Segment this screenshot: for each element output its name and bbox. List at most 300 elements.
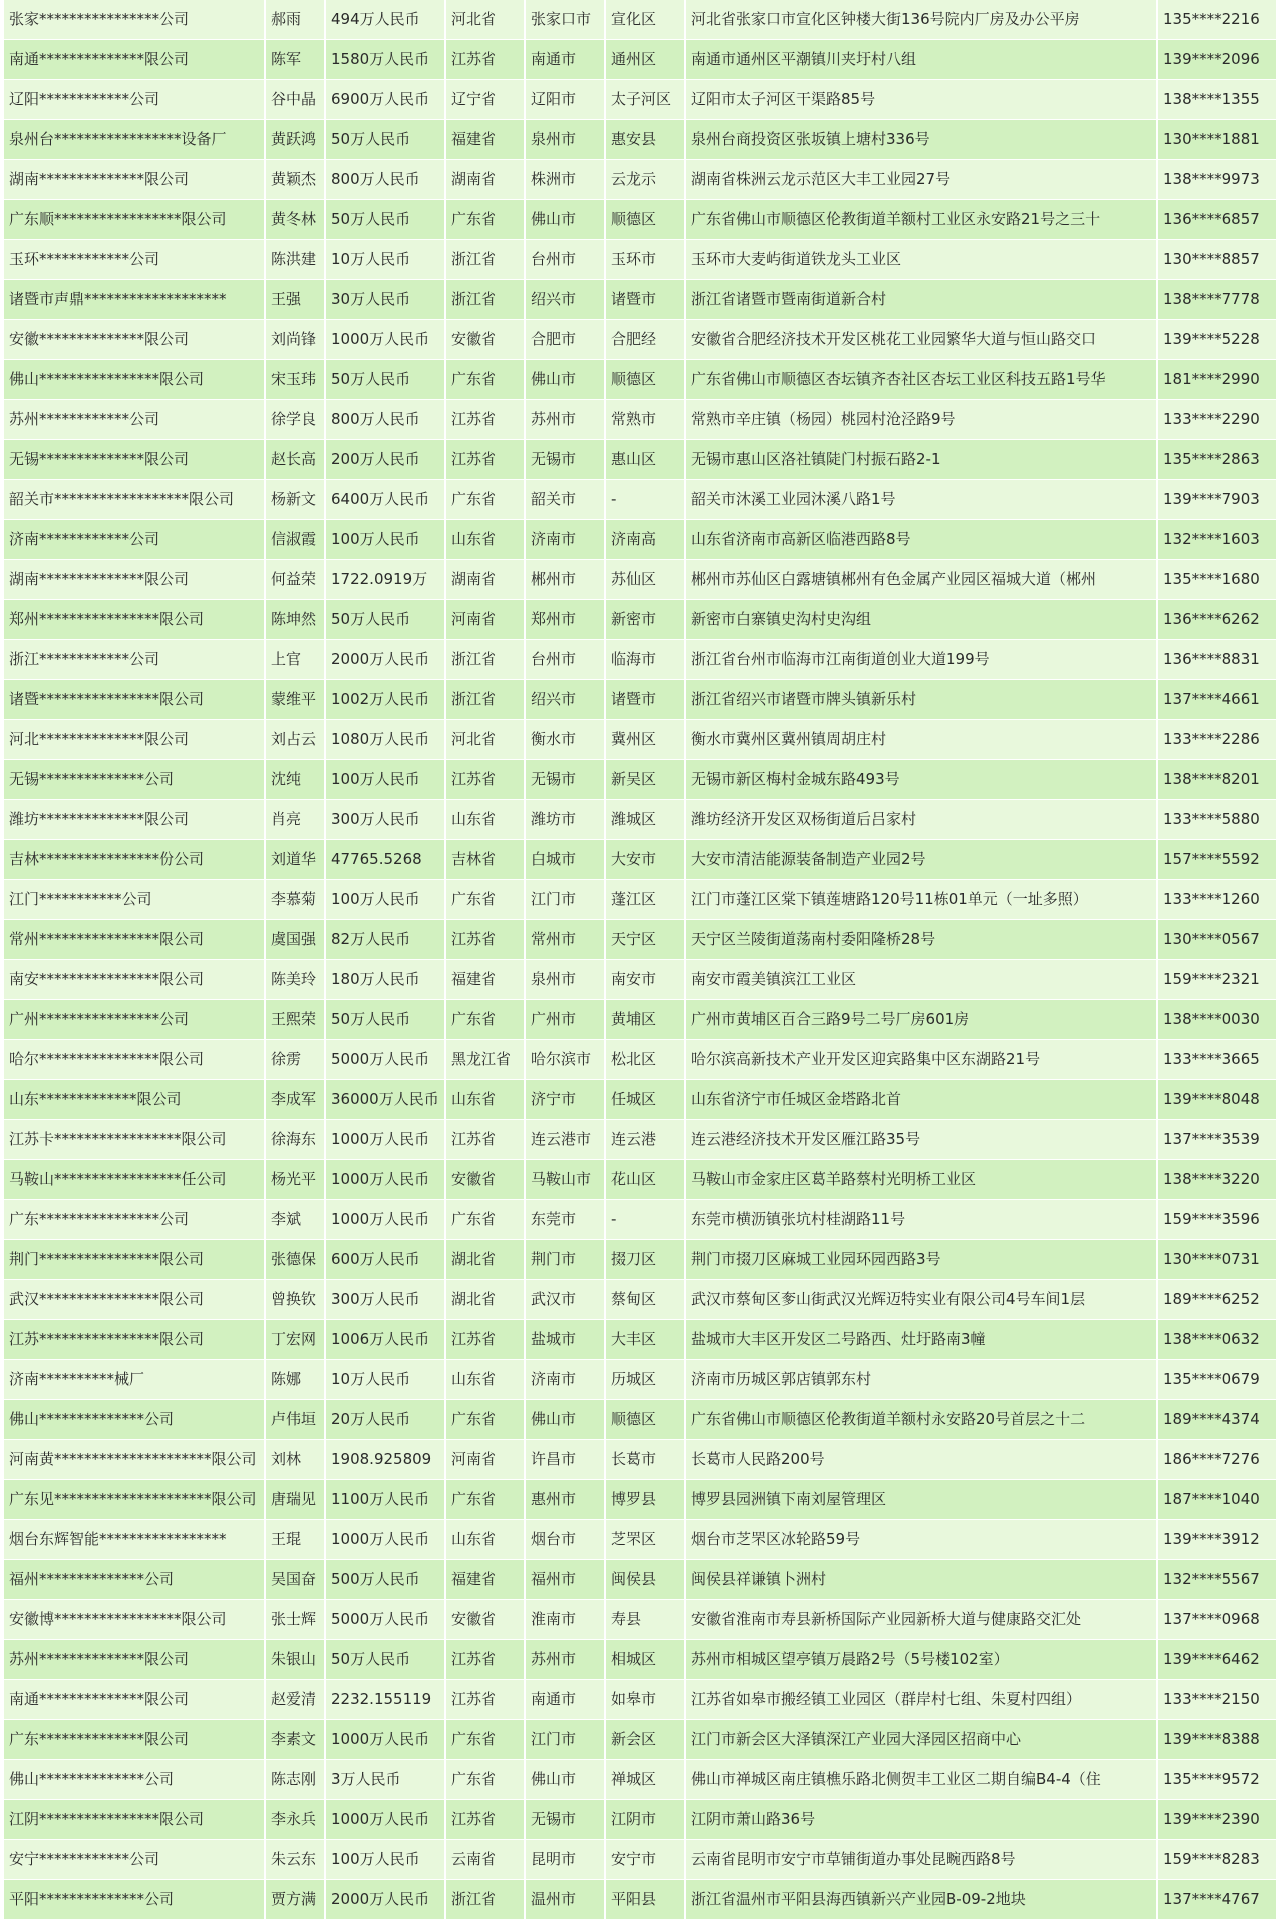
table-row xyxy=(4,1520,1276,1560)
address-cell: 江门市蓬江区棠下镇莲塘路120号11栋01单元（一址多照） xyxy=(686,880,1158,919)
address-cell: 新密市白寨镇史沟村史沟组 xyxy=(686,600,1158,639)
address-cell: 武汉市蔡甸区奓山街武汉光辉迈特实业有限公司4号车间1层 xyxy=(686,1280,1158,1319)
table-row xyxy=(4,960,1276,1000)
province-cell: 云南省 xyxy=(446,1840,526,1879)
legal-person-cell: 刘占云 xyxy=(266,720,326,759)
address-cell: 山东省济宁市任城区金塔路北首 xyxy=(686,1080,1158,1119)
table-row xyxy=(4,720,1276,760)
legal-person-cell: 信淑霞 xyxy=(266,520,326,559)
province-cell: 福建省 xyxy=(446,960,526,999)
district-cell: 安宁市 xyxy=(606,1840,686,1879)
address-cell: 浙江省绍兴市诸暨市牌头镇新乐村 xyxy=(686,680,1158,719)
registered-capital-cell: 2000万人民币 xyxy=(326,1880,446,1919)
province-cell: 广东省 xyxy=(446,1400,526,1439)
legal-person-cell: 卢伟垣 xyxy=(266,1400,326,1439)
legal-person-cell: 李慕菊 xyxy=(266,880,326,919)
city-cell: 佛山市 xyxy=(526,360,606,399)
district-cell: 大安市 xyxy=(606,840,686,879)
legal-person-cell: 陈坤然 xyxy=(266,600,326,639)
province-cell: 广东省 xyxy=(446,1720,526,1759)
registered-capital-cell: 50万人民币 xyxy=(326,1000,446,1039)
province-cell: 山东省 xyxy=(446,800,526,839)
company-name-cell: 吉林****************份公司 xyxy=(4,840,266,879)
legal-person-cell: 虞国强 xyxy=(266,920,326,959)
phone-cell: 136****6857 xyxy=(1163,210,1260,228)
district-cell: 惠安县 xyxy=(606,120,686,159)
company-name-cell: 哈尔****************限公司 xyxy=(4,1040,266,1079)
district-cell: - xyxy=(606,1200,686,1239)
city-cell: 许昌市 xyxy=(526,1440,606,1479)
district-cell: 花山区 xyxy=(606,1160,686,1199)
table-row xyxy=(4,1200,1276,1240)
address-cell: 浙江省台州市临海市江南街道创业大道199号 xyxy=(686,640,1158,679)
registered-capital-cell: 1580万人民币 xyxy=(326,40,446,79)
legal-person-cell: 李斌 xyxy=(266,1200,326,1239)
legal-person-cell: 肖亮 xyxy=(266,800,326,839)
table-row xyxy=(4,520,1276,560)
city-cell: 武汉市 xyxy=(526,1280,606,1319)
phone-cell: 138****7778 xyxy=(1163,290,1260,308)
phone-cell: 139****2390 xyxy=(1163,1810,1260,1828)
table-row xyxy=(4,1320,1276,1360)
district-cell: 相城区 xyxy=(606,1640,686,1679)
registered-capital-cell: 100万人民币 xyxy=(326,1840,446,1879)
registered-capital-cell: 20万人民币 xyxy=(326,1400,446,1439)
district-cell: 新吴区 xyxy=(606,760,686,799)
city-cell: 泉州市 xyxy=(526,120,606,159)
district-cell: 诸暨市 xyxy=(606,280,686,319)
table-row xyxy=(4,680,1276,720)
registered-capital-cell: 10万人民币 xyxy=(326,240,446,279)
address-cell: 韶关市沐溪工业园沐溪八路1号 xyxy=(686,480,1158,519)
legal-person-cell: 杨光平 xyxy=(266,1160,326,1199)
address-cell: 浙江省温州市平阳县海西镇新兴产业园B-09-2地块 xyxy=(686,1880,1158,1919)
city-cell: 合肥市 xyxy=(526,320,606,359)
company-name-cell: 浙江************公司 xyxy=(4,640,266,679)
phone-cell: 187****1040 xyxy=(1163,1490,1260,1508)
phone-cell: 137****4767 xyxy=(1163,1890,1260,1908)
phone-cell: 135****2216 xyxy=(1163,10,1260,28)
registered-capital-cell: 50万人民币 xyxy=(326,1640,446,1679)
district-cell: 蔡甸区 xyxy=(606,1280,686,1319)
address-cell: 浙江省诸暨市暨南街道新合村 xyxy=(686,280,1158,319)
province-cell: 江苏省 xyxy=(446,1120,526,1159)
city-cell: 江门市 xyxy=(526,1720,606,1759)
table-row xyxy=(4,1240,1276,1280)
city-cell: 台州市 xyxy=(526,640,606,679)
company-name-cell: 广东****************公司 xyxy=(4,1200,266,1239)
district-cell: 大丰区 xyxy=(606,1320,686,1359)
province-cell: 浙江省 xyxy=(446,1880,526,1919)
city-cell: 佛山市 xyxy=(526,200,606,239)
address-cell: 安徽省淮南市寿县新桥国际产业园新桥大道与健康路交汇处 xyxy=(686,1600,1158,1639)
province-cell: 河南省 xyxy=(446,1440,526,1479)
registered-capital-cell: 36000万人民币 xyxy=(326,1080,446,1119)
registered-capital-cell: 500万人民币 xyxy=(326,1560,446,1599)
phone-cell: 138****9973 xyxy=(1163,170,1260,188)
legal-person-cell: 陈娜 xyxy=(266,1360,326,1399)
district-cell: 新密市 xyxy=(606,600,686,639)
table-row xyxy=(4,1480,1276,1520)
legal-person-cell: 蒙维平 xyxy=(266,680,326,719)
address-cell: 江苏省如皋市搬经镇工业园区（群岸村七组、朱夏村四组） xyxy=(686,1680,1158,1719)
district-cell: 如皋市 xyxy=(606,1680,686,1719)
province-cell: 山东省 xyxy=(446,1520,526,1559)
registered-capital-cell: 6400万人民币 xyxy=(326,480,446,519)
district-cell: 苏仙区 xyxy=(606,560,686,599)
company-name-cell: 江苏卡*****************限公司 xyxy=(4,1120,266,1159)
district-cell: 冀州区 xyxy=(606,720,686,759)
address-cell: 闽侯县祥谦镇卜洲村 xyxy=(686,1560,1158,1599)
city-cell: 苏州市 xyxy=(526,400,606,439)
table-row xyxy=(4,320,1276,360)
registered-capital-cell: 30万人民币 xyxy=(326,280,446,319)
province-cell: 辽宁省 xyxy=(446,80,526,119)
company-name-cell: 泉州台*****************设备厂 xyxy=(4,120,266,159)
city-cell: 南通市 xyxy=(526,40,606,79)
city-cell: 马鞍山市 xyxy=(526,1160,606,1199)
table-row xyxy=(4,1640,1276,1680)
registered-capital-cell: 1000万人民币 xyxy=(326,320,446,359)
district-cell: 新会区 xyxy=(606,1720,686,1759)
company-name-cell: 潍坊**************限公司 xyxy=(4,800,266,839)
company-name-cell: 诸暨市声鼎******************* xyxy=(4,280,266,319)
registered-capital-cell: 800万人民币 xyxy=(326,160,446,199)
legal-person-cell: 赵长高 xyxy=(266,440,326,479)
legal-person-cell: 王熙荣 xyxy=(266,1000,326,1039)
registered-capital-cell: 1000万人民币 xyxy=(326,1120,446,1159)
table-row xyxy=(4,160,1276,200)
company-table xyxy=(4,0,1276,1920)
table-row xyxy=(4,1360,1276,1400)
table-row xyxy=(4,1400,1276,1440)
phone-cell: 136****6262 xyxy=(1163,610,1260,628)
phone-cell: 137****3539 xyxy=(1163,1130,1260,1148)
phone-cell: 136****8831 xyxy=(1163,650,1260,668)
district-cell: 寿县 xyxy=(606,1600,686,1639)
city-cell: 佛山市 xyxy=(526,1400,606,1439)
city-cell: 烟台市 xyxy=(526,1520,606,1559)
registered-capital-cell: 1000万人民币 xyxy=(326,1200,446,1239)
phone-cell: 135****2863 xyxy=(1163,450,1260,468)
legal-person-cell: 朱银山 xyxy=(266,1640,326,1679)
phone-cell: 130****0731 xyxy=(1163,1250,1260,1268)
company-name-cell: 诸暨****************限公司 xyxy=(4,680,266,719)
city-cell: 南通市 xyxy=(526,1680,606,1719)
address-cell: 东莞市横沥镇张坑村桂湖路11号 xyxy=(686,1200,1158,1239)
phone-cell: 138****0632 xyxy=(1163,1330,1260,1348)
province-cell: 浙江省 xyxy=(446,280,526,319)
address-cell: 郴州市苏仙区白露塘镇郴州有色金属产业园区福城大道（郴州 xyxy=(686,560,1158,599)
city-cell: 东莞市 xyxy=(526,1200,606,1239)
city-cell: 白城市 xyxy=(526,840,606,879)
company-name-cell: 苏州**************限公司 xyxy=(4,1640,266,1679)
address-cell: 广东省佛山市顺德区伦教街道羊额村工业区永安路21号之三十 xyxy=(686,200,1158,239)
legal-person-cell: 宋玉玮 xyxy=(266,360,326,399)
province-cell: 江苏省 xyxy=(446,1800,526,1839)
phone-cell: 135****9572 xyxy=(1163,1770,1260,1788)
table-row xyxy=(4,280,1276,320)
company-name-cell: 河北**************限公司 xyxy=(4,720,266,759)
company-name-cell: 韶关市******************限公司 xyxy=(4,480,266,519)
district-cell: 黄埔区 xyxy=(606,1000,686,1039)
phone-cell: 139****7903 xyxy=(1163,490,1260,508)
city-cell: 衡水市 xyxy=(526,720,606,759)
district-cell: 芝罘区 xyxy=(606,1520,686,1559)
registered-capital-cell: 1000万人民币 xyxy=(326,1160,446,1199)
table-row xyxy=(4,1080,1276,1120)
registered-capital-cell: 200万人民币 xyxy=(326,440,446,479)
legal-person-cell: 张德保 xyxy=(266,1240,326,1279)
table-row xyxy=(4,1760,1276,1800)
district-cell: 长葛市 xyxy=(606,1440,686,1479)
district-cell: 闽侯县 xyxy=(606,1560,686,1599)
address-cell: 博罗县园洲镇下南刘屋管理区 xyxy=(686,1480,1158,1519)
company-name-cell: 常州****************限公司 xyxy=(4,920,266,959)
legal-person-cell: 王强 xyxy=(266,280,326,319)
company-name-cell: 安宁************公司 xyxy=(4,1840,266,1879)
address-cell: 云南省昆明市安宁市草铺街道办事处昆畹西路8号 xyxy=(686,1840,1158,1879)
registered-capital-cell: 5000万人民币 xyxy=(326,1600,446,1639)
registered-capital-cell: 1006万人民币 xyxy=(326,1320,446,1359)
legal-person-cell: 陈洪建 xyxy=(266,240,326,279)
city-cell: 福州市 xyxy=(526,1560,606,1599)
company-name-cell: 佛山**************公司 xyxy=(4,1400,266,1439)
registered-capital-cell: 50万人民币 xyxy=(326,600,446,639)
city-cell: 绍兴市 xyxy=(526,680,606,719)
legal-person-cell: 何益荣 xyxy=(266,560,326,599)
address-cell: 玉环市大麦屿街道铁龙头工业区 xyxy=(686,240,1158,279)
district-cell: 诸暨市 xyxy=(606,680,686,719)
district-cell: 顺德区 xyxy=(606,360,686,399)
table-row xyxy=(4,480,1276,520)
company-name-cell: 广东**************限公司 xyxy=(4,1720,266,1759)
city-cell: 广州市 xyxy=(526,1000,606,1039)
legal-person-cell: 朱云东 xyxy=(266,1840,326,1879)
company-name-cell: 南通**************限公司 xyxy=(4,1680,266,1719)
legal-person-cell: 李永兵 xyxy=(266,1800,326,1839)
district-cell: 宣化区 xyxy=(606,0,686,39)
phone-cell: 139****3912 xyxy=(1163,1530,1260,1548)
legal-person-cell: 郝雨 xyxy=(266,0,326,39)
company-name-cell: 无锡**************限公司 xyxy=(4,440,266,479)
district-cell: 连云港 xyxy=(606,1120,686,1159)
company-name-cell: 平阳**************公司 xyxy=(4,1880,266,1919)
district-cell: 潍城区 xyxy=(606,800,686,839)
district-cell: 顺德区 xyxy=(606,1400,686,1439)
table-row xyxy=(4,1840,1276,1880)
city-cell: 韶关市 xyxy=(526,480,606,519)
province-cell: 广东省 xyxy=(446,1000,526,1039)
phone-cell: 157****5592 xyxy=(1163,850,1260,868)
table-row xyxy=(4,1800,1276,1840)
company-name-cell: 广东见*********************限公司 xyxy=(4,1480,266,1519)
address-cell: 盐城市大丰区开发区二号路西、灶圩路南3幢 xyxy=(686,1320,1158,1359)
registered-capital-cell: 300万人民币 xyxy=(326,1280,446,1319)
phone-cell: 139****5228 xyxy=(1163,330,1260,348)
registered-capital-cell: 1002万人民币 xyxy=(326,680,446,719)
province-cell: 浙江省 xyxy=(446,240,526,279)
registered-capital-cell: 100万人民币 xyxy=(326,520,446,559)
address-cell: 湖南省株洲云龙示范区大丰工业园27号 xyxy=(686,160,1158,199)
province-cell: 浙江省 xyxy=(446,640,526,679)
table-row xyxy=(4,1560,1276,1600)
company-name-cell: 安徽**************限公司 xyxy=(4,320,266,359)
address-cell: 衡水市冀州区冀州镇周胡庄村 xyxy=(686,720,1158,759)
province-cell: 吉林省 xyxy=(446,840,526,879)
province-cell: 湖北省 xyxy=(446,1240,526,1279)
legal-person-cell: 杨新文 xyxy=(266,480,326,519)
province-cell: 江苏省 xyxy=(446,920,526,959)
city-cell: 济宁市 xyxy=(526,1080,606,1119)
legal-person-cell: 王琨 xyxy=(266,1520,326,1559)
province-cell: 安徽省 xyxy=(446,1600,526,1639)
phone-cell: 132****5567 xyxy=(1163,1570,1260,1588)
address-cell: 潍坊经济开发区双杨街道后吕家村 xyxy=(686,800,1158,839)
phone-cell: 138****1355 xyxy=(1163,90,1260,108)
address-cell: 长葛市人民路200号 xyxy=(686,1440,1158,1479)
city-cell: 昆明市 xyxy=(526,1840,606,1879)
table-row xyxy=(4,1600,1276,1640)
table-row xyxy=(4,1880,1276,1920)
address-cell: 烟台市芝罘区冰轮路59号 xyxy=(686,1520,1158,1559)
table-row xyxy=(4,1680,1276,1720)
legal-person-cell: 曾换钦 xyxy=(266,1280,326,1319)
address-cell: 苏州市相城区望亭镇万晨路2号（5号楼102室） xyxy=(686,1640,1158,1679)
table-row xyxy=(4,760,1276,800)
company-name-cell: 江阴****************限公司 xyxy=(4,1800,266,1839)
city-cell: 郑州市 xyxy=(526,600,606,639)
phone-cell: 159****8283 xyxy=(1163,1850,1260,1868)
address-cell: 无锡市惠山区洛社镇陡门村振石路2-1 xyxy=(686,440,1158,479)
legal-person-cell: 徐海东 xyxy=(266,1120,326,1159)
district-cell: 天宁区 xyxy=(606,920,686,959)
city-cell: 荆门市 xyxy=(526,1240,606,1279)
registered-capital-cell: 10万人民币 xyxy=(326,1360,446,1399)
city-cell: 无锡市 xyxy=(526,1800,606,1839)
company-name-cell: 郑州****************限公司 xyxy=(4,600,266,639)
phone-cell: 138****0030 xyxy=(1163,1010,1260,1028)
address-cell: 哈尔滨高新技术产业开发区迎宾路集中区东湖路21号 xyxy=(686,1040,1158,1079)
legal-person-cell: 上官 xyxy=(266,640,326,679)
table-row xyxy=(4,80,1276,120)
company-name-cell: 安徽博*****************限公司 xyxy=(4,1600,266,1639)
registered-capital-cell: 180万人民币 xyxy=(326,960,446,999)
province-cell: 浙江省 xyxy=(446,680,526,719)
registered-capital-cell: 5000万人民币 xyxy=(326,1040,446,1079)
address-cell: 山东省济南市高新区临港西路8号 xyxy=(686,520,1158,559)
phone-cell: 139****6462 xyxy=(1163,1650,1260,1668)
province-cell: 福建省 xyxy=(446,1560,526,1599)
address-cell: 江阴市萧山路36号 xyxy=(686,1800,1158,1839)
legal-person-cell: 沈纯 xyxy=(266,760,326,799)
phone-cell: 130****0567 xyxy=(1163,930,1260,948)
address-cell: 广州市黄埔区百合三路9号二号厂房601房 xyxy=(686,1000,1158,1039)
legal-person-cell: 刘林 xyxy=(266,1440,326,1479)
company-name-cell: 山东*************限公司 xyxy=(4,1080,266,1119)
phone-cell: 138****3220 xyxy=(1163,1170,1260,1188)
registered-capital-cell: 82万人民币 xyxy=(326,920,446,959)
district-cell: 掇刀区 xyxy=(606,1240,686,1279)
province-cell: 江苏省 xyxy=(446,40,526,79)
address-cell: 大安市清洁能源装备制造产业园2号 xyxy=(686,840,1158,879)
company-name-cell: 广州****************公司 xyxy=(4,1000,266,1039)
city-cell: 株洲市 xyxy=(526,160,606,199)
legal-person-cell: 丁宏网 xyxy=(266,1320,326,1359)
table-row xyxy=(4,920,1276,960)
city-cell: 哈尔滨市 xyxy=(526,1040,606,1079)
district-cell: 博罗县 xyxy=(606,1480,686,1519)
company-name-cell: 福州**************公司 xyxy=(4,1560,266,1599)
province-cell: 安徽省 xyxy=(446,1160,526,1199)
city-cell: 济南市 xyxy=(526,1360,606,1399)
province-cell: 江苏省 xyxy=(446,440,526,479)
company-name-cell: 荆门****************限公司 xyxy=(4,1240,266,1279)
district-cell: 云龙示 xyxy=(606,160,686,199)
district-cell: - xyxy=(606,480,686,519)
district-cell: 平阳县 xyxy=(606,1880,686,1919)
phone-cell: 139****2096 xyxy=(1163,50,1260,68)
province-cell: 广东省 xyxy=(446,1200,526,1239)
registered-capital-cell: 1908.925809 xyxy=(326,1440,446,1479)
district-cell: 玉环市 xyxy=(606,240,686,279)
address-cell: 泉州台商投资区张坂镇上塘村336号 xyxy=(686,120,1158,159)
registered-capital-cell: 300万人民币 xyxy=(326,800,446,839)
table-row xyxy=(4,600,1276,640)
phone-cell: 130****8857 xyxy=(1163,250,1260,268)
table-row xyxy=(4,120,1276,160)
company-name-cell: 苏州************公司 xyxy=(4,400,266,439)
table-row xyxy=(4,1440,1276,1480)
district-cell: 蓬江区 xyxy=(606,880,686,919)
city-cell: 淮南市 xyxy=(526,1600,606,1639)
registered-capital-cell: 1722.0919万 xyxy=(326,560,446,599)
district-cell: 江阴市 xyxy=(606,1800,686,1839)
legal-person-cell: 陈美玲 xyxy=(266,960,326,999)
company-name-cell: 广东顺*****************限公司 xyxy=(4,200,266,239)
company-name-cell: 江门***********公司 xyxy=(4,880,266,919)
address-cell: 天宁区兰陵街道荡南村委阳隆桥28号 xyxy=(686,920,1158,959)
company-name-cell: 南安****************限公司 xyxy=(4,960,266,999)
company-name-cell: 马鞍山*****************任公司 xyxy=(4,1160,266,1199)
company-name-cell: 济南************公司 xyxy=(4,520,266,559)
registered-capital-cell: 2232.155119 xyxy=(326,1680,446,1719)
district-cell: 惠山区 xyxy=(606,440,686,479)
table-row xyxy=(4,360,1276,400)
city-cell: 江门市 xyxy=(526,880,606,919)
company-name-cell: 河南黄*********************限公司 xyxy=(4,1440,266,1479)
district-cell: 合肥经 xyxy=(606,320,686,359)
company-name-cell: 佛山**************公司 xyxy=(4,1760,266,1799)
province-cell: 福建省 xyxy=(446,120,526,159)
phone-cell: 133****1260 xyxy=(1163,890,1260,908)
province-cell: 江苏省 xyxy=(446,400,526,439)
city-cell: 常州市 xyxy=(526,920,606,959)
district-cell: 历城区 xyxy=(606,1360,686,1399)
phone-cell: 139****8388 xyxy=(1163,1730,1260,1748)
district-cell: 松北区 xyxy=(606,1040,686,1079)
registered-capital-cell: 1080万人民币 xyxy=(326,720,446,759)
table-row xyxy=(4,560,1276,600)
company-name-cell: 武汉****************限公司 xyxy=(4,1280,266,1319)
city-cell: 佛山市 xyxy=(526,1760,606,1799)
registered-capital-cell: 1000万人民币 xyxy=(326,1800,446,1839)
legal-person-cell: 黄跃鸿 xyxy=(266,120,326,159)
legal-person-cell: 陈军 xyxy=(266,40,326,79)
table-row xyxy=(4,1120,1276,1160)
phone-cell: 133****3665 xyxy=(1163,1050,1260,1068)
district-cell: 通州区 xyxy=(606,40,686,79)
